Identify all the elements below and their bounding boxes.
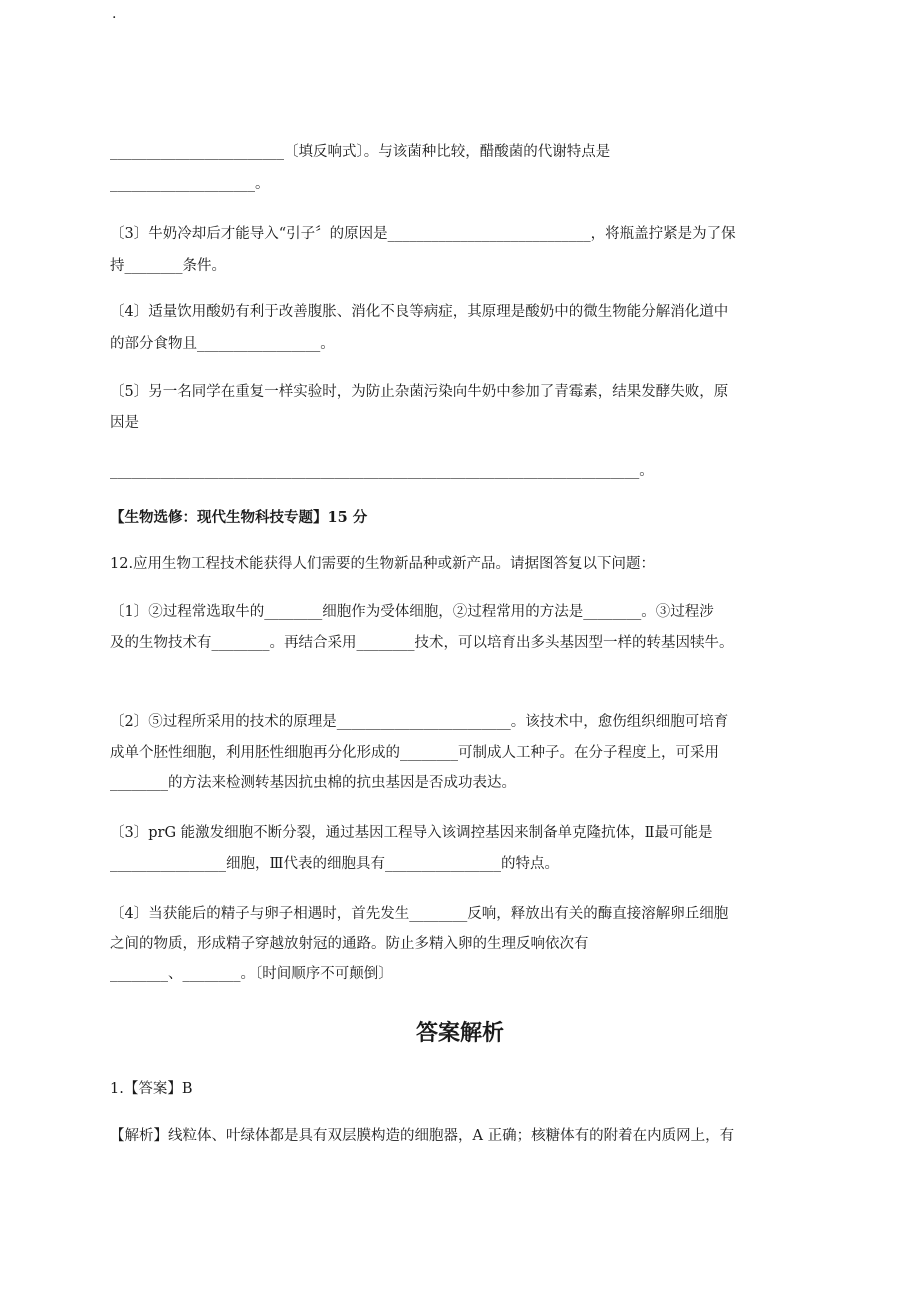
text-line: 〔3〕prG 能激发细胞不断分裂，通过基因工程导入该调控基因来制备单克隆抗体，Ⅱ最可能是 — [110, 825, 713, 841]
text-line: 之间的物质，形成精子穿越放射冠的通路。防止多精入卵的生理反响依次有 — [110, 936, 589, 952]
text-line: ________、________。〔时间顺序不可颠倒〕 — [110, 966, 393, 982]
text-line: 〔4〕适量饮用酸奶有利于改善腹胀、消化不良等病症，其原理是酸奶中的微生物能分解消化道中 — [110, 304, 729, 320]
text-line: ________________________〔填反响式〕。与该菌种比较，醋酸菌的代谢特点是 — [110, 144, 611, 160]
text-line: 〔2〕⑤过程所采用的技术的原理是________________________。该技术中，愈伤组织细胞可培育 — [110, 714, 729, 730]
text-line: 及的生物技术有________。再结合采用________技术，可以培育出多头基因型一样的转基因犊牛。 — [110, 635, 734, 651]
text-line: 〔5〕另一名同学在重复一样实验时，为防止杂菌污染向牛奶中参加了青霉素，结果发酵失败，原 — [110, 384, 729, 400]
text-line: ________的方法来检测转基因抗虫棉的抗虫基因是否成功表达。 — [110, 775, 516, 791]
page-marker: . — [112, 6, 117, 22]
question-stem: 12.应用生物工程技术能获得人们需要的生物新品种或新产品。请据图答复以下问题： — [110, 556, 656, 572]
text-line: 〔3〕牛奶冷却后才能导入“引子〞的原因是____________________________，将瓶盖拧紧是为了保 — [110, 226, 736, 242]
text-line: 〔4〕当获能后的精子与卵子相遇时，首先发生________反响，释放出有关的酶直接溶解卵丘细胞 — [110, 906, 729, 922]
text-line: ________________细胞，Ⅲ代表的细胞具有________________的特点。 — [110, 856, 559, 872]
answer-title: 答案解析 — [415, 1021, 504, 1046]
answer-analysis: 【解析】线粒体、叶绿体都是具有双层膜构造的细胞器，A 正确；核糖体有的附着在内质网上，有 — [110, 1128, 735, 1144]
text-line: 的部分食物且_________________。 — [110, 336, 335, 352]
text-line: 〔1〕②过程常选取牛的________细胞作为受体细胞，②过程常用的方法是________。③过程涉 — [110, 604, 714, 620]
text-line: ____________________。 — [110, 176, 270, 192]
text-line: 持________条件。 — [110, 258, 226, 274]
text-line: _________________________________________________________________________。 — [110, 463, 654, 479]
text-line: 成单个胚性细胞，利用胚性细胞再分化形成的________可制成人工种子。在分子程度上，可采用 — [110, 745, 719, 761]
answer-line: 1.【答案】B — [110, 1081, 193, 1097]
section-heading: 【生物选修：现代生物科技专题】15 分 — [110, 509, 368, 526]
text-line: 因是 — [110, 415, 139, 431]
